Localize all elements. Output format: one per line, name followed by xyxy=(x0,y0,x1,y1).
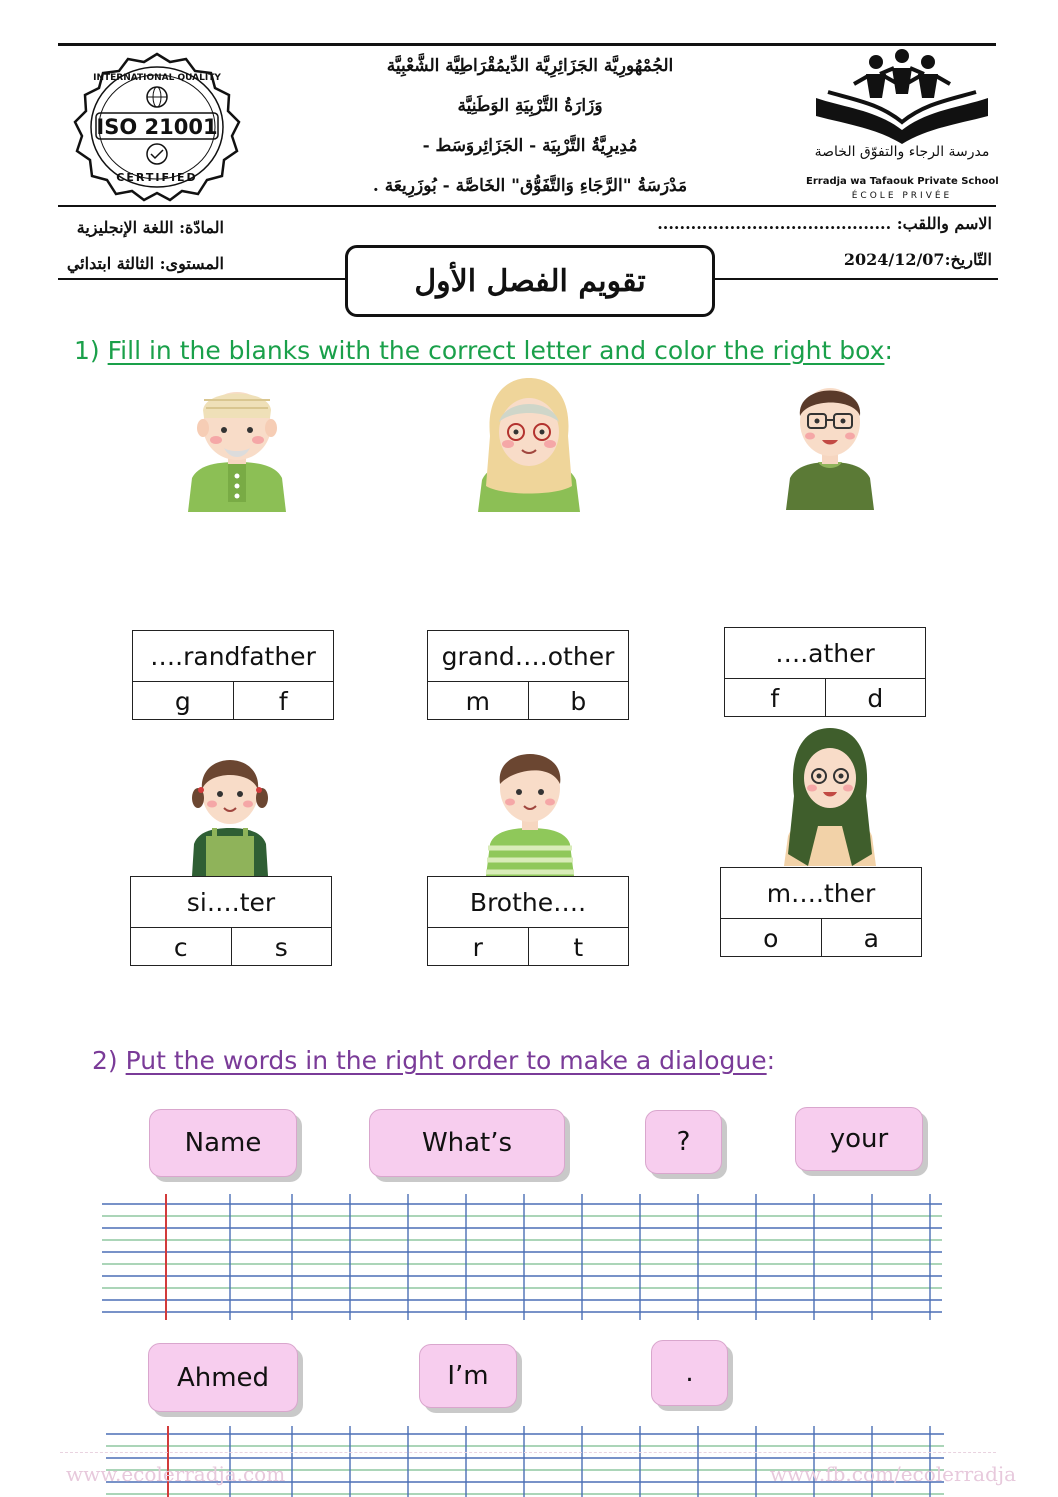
student-name-field[interactable]: الاسم واللقب: .......................................... xyxy=(657,214,992,233)
word-chip-ahmed[interactable]: Ahmed xyxy=(148,1343,298,1412)
iso-badge-bottom-text: CERTIFIED xyxy=(116,171,198,184)
fill-box-sister xyxy=(130,876,332,966)
question-2-colon: : xyxy=(766,1046,776,1075)
question-1-number: 1) xyxy=(74,336,100,365)
date-label: التّاريخ:2024/12/07 xyxy=(843,250,992,269)
letter-option-box[interactable]: m xyxy=(428,682,529,720)
letter-option-box[interactable]: t xyxy=(573,932,584,962)
letter-option-box[interactable]: d xyxy=(867,683,884,713)
info-rule-right xyxy=(708,278,998,280)
word-chip-name[interactable]: Name xyxy=(149,1109,297,1177)
question-2-number: 2) xyxy=(92,1046,118,1075)
header-line-republic: الجُمْهُورِيَّة الجَزَائِرِيَّة الدِّيمُقْرَاطِيَّة الشَّعْبِيَّة xyxy=(386,56,674,76)
footer-website-link[interactable]: www.ecolerradja.com xyxy=(66,1462,286,1486)
ruled-lines xyxy=(102,1204,942,1312)
level-label: المستوى: الثالثة ابتدائي xyxy=(66,254,224,273)
school-logo-sub: ÉCOLE PRIVÉE xyxy=(851,191,953,201)
fill-box-father xyxy=(724,627,926,717)
header-top-rule xyxy=(58,43,996,46)
grandmother-illustration-icon xyxy=(476,376,582,512)
letter-option-box[interactable]: f xyxy=(278,686,288,716)
word-chip-your[interactable]: your xyxy=(795,1107,923,1171)
sister-illustration-icon xyxy=(188,744,272,876)
footer-rule xyxy=(60,1452,996,1453)
fill-box-word: si….ter xyxy=(131,877,331,928)
grandfather-illustration-icon xyxy=(184,378,290,512)
ruled-writing-area-1[interactable] xyxy=(102,1194,942,1320)
fill-box-mother xyxy=(720,867,922,957)
school-logo-arabic: مدرسة الرجاء والتفوّق الخاصة xyxy=(814,144,990,160)
question-2-instruction: Put the words in the right order to make a dialogue xyxy=(125,1046,767,1075)
page-title: تقويم الفصل الأول xyxy=(345,245,715,317)
letter-option-box[interactable]: r xyxy=(428,928,529,966)
letter-option-box[interactable]: s xyxy=(274,932,288,962)
fill-box-grandfather xyxy=(132,630,334,720)
iso-badge-top-text: INTERNATIONAL QUALITY xyxy=(93,73,221,83)
word-chip-whats[interactable]: What’s xyxy=(369,1109,565,1177)
school-logo-latin: Erradja wa Tafaouk Private School xyxy=(806,176,999,187)
mother-illustration-icon xyxy=(782,726,878,866)
letter-option-box[interactable]: b xyxy=(570,686,587,716)
word-chip-im[interactable]: I’m xyxy=(419,1344,517,1408)
fill-box-grandmother xyxy=(427,630,629,720)
footer-facebook-link[interactable]: www.fb.com/ecolerradja xyxy=(769,1462,1016,1486)
letter-option-box[interactable]: c xyxy=(131,928,232,966)
fill-box-word: Brothe…. xyxy=(428,877,628,928)
school-logo xyxy=(806,48,998,204)
fill-box-word: grand….other xyxy=(428,631,628,682)
question-1-instruction: Fill in the blanks with the correct letter and color the right box xyxy=(107,336,885,365)
letter-option-box[interactable]: a xyxy=(863,923,879,953)
fill-box-word: m….ther xyxy=(721,868,921,919)
question-1-colon: : xyxy=(884,336,893,365)
header-line-school: مَدْرَسَةُ "الرَّجَاءِ وَالتَّفَوُّق" الخَاصَّة - بُوزَرِيعَة . xyxy=(372,176,688,196)
iso-certified-badge-icon xyxy=(62,50,252,202)
letter-option-box[interactable]: f xyxy=(725,679,826,717)
iso-badge-main-text: ISO 21001 xyxy=(96,115,218,139)
letter-option-box[interactable]: o xyxy=(721,919,822,957)
question-2-heading xyxy=(92,1046,775,1075)
brother-illustration-icon xyxy=(484,740,576,876)
school-logo-book-icon xyxy=(806,48,998,146)
word-chip-period[interactable]: . xyxy=(651,1340,728,1406)
info-rule-left xyxy=(58,278,348,280)
subject-label: المادّة: اللغة الإنجليزية xyxy=(76,218,224,237)
header-line-directorate: مُدِيرِيَّةُ التَّرْبِيَة - الجَزَائِروَسَط - xyxy=(422,136,638,156)
question-1-heading xyxy=(74,336,893,365)
word-chip-question-mark[interactable]: ? xyxy=(645,1110,722,1174)
letter-option-box[interactable]: g xyxy=(133,682,234,720)
header-line-ministry: وَزَارَةُ التَّرْبِيَةِ الوَطَنِيَّة xyxy=(457,96,603,116)
header-bottom-rule xyxy=(58,205,996,207)
father-illustration-icon xyxy=(784,376,876,510)
fill-box-word: ….ather xyxy=(725,628,925,679)
fill-box-brother xyxy=(427,876,629,966)
fill-box-word: ….randfather xyxy=(133,631,333,682)
